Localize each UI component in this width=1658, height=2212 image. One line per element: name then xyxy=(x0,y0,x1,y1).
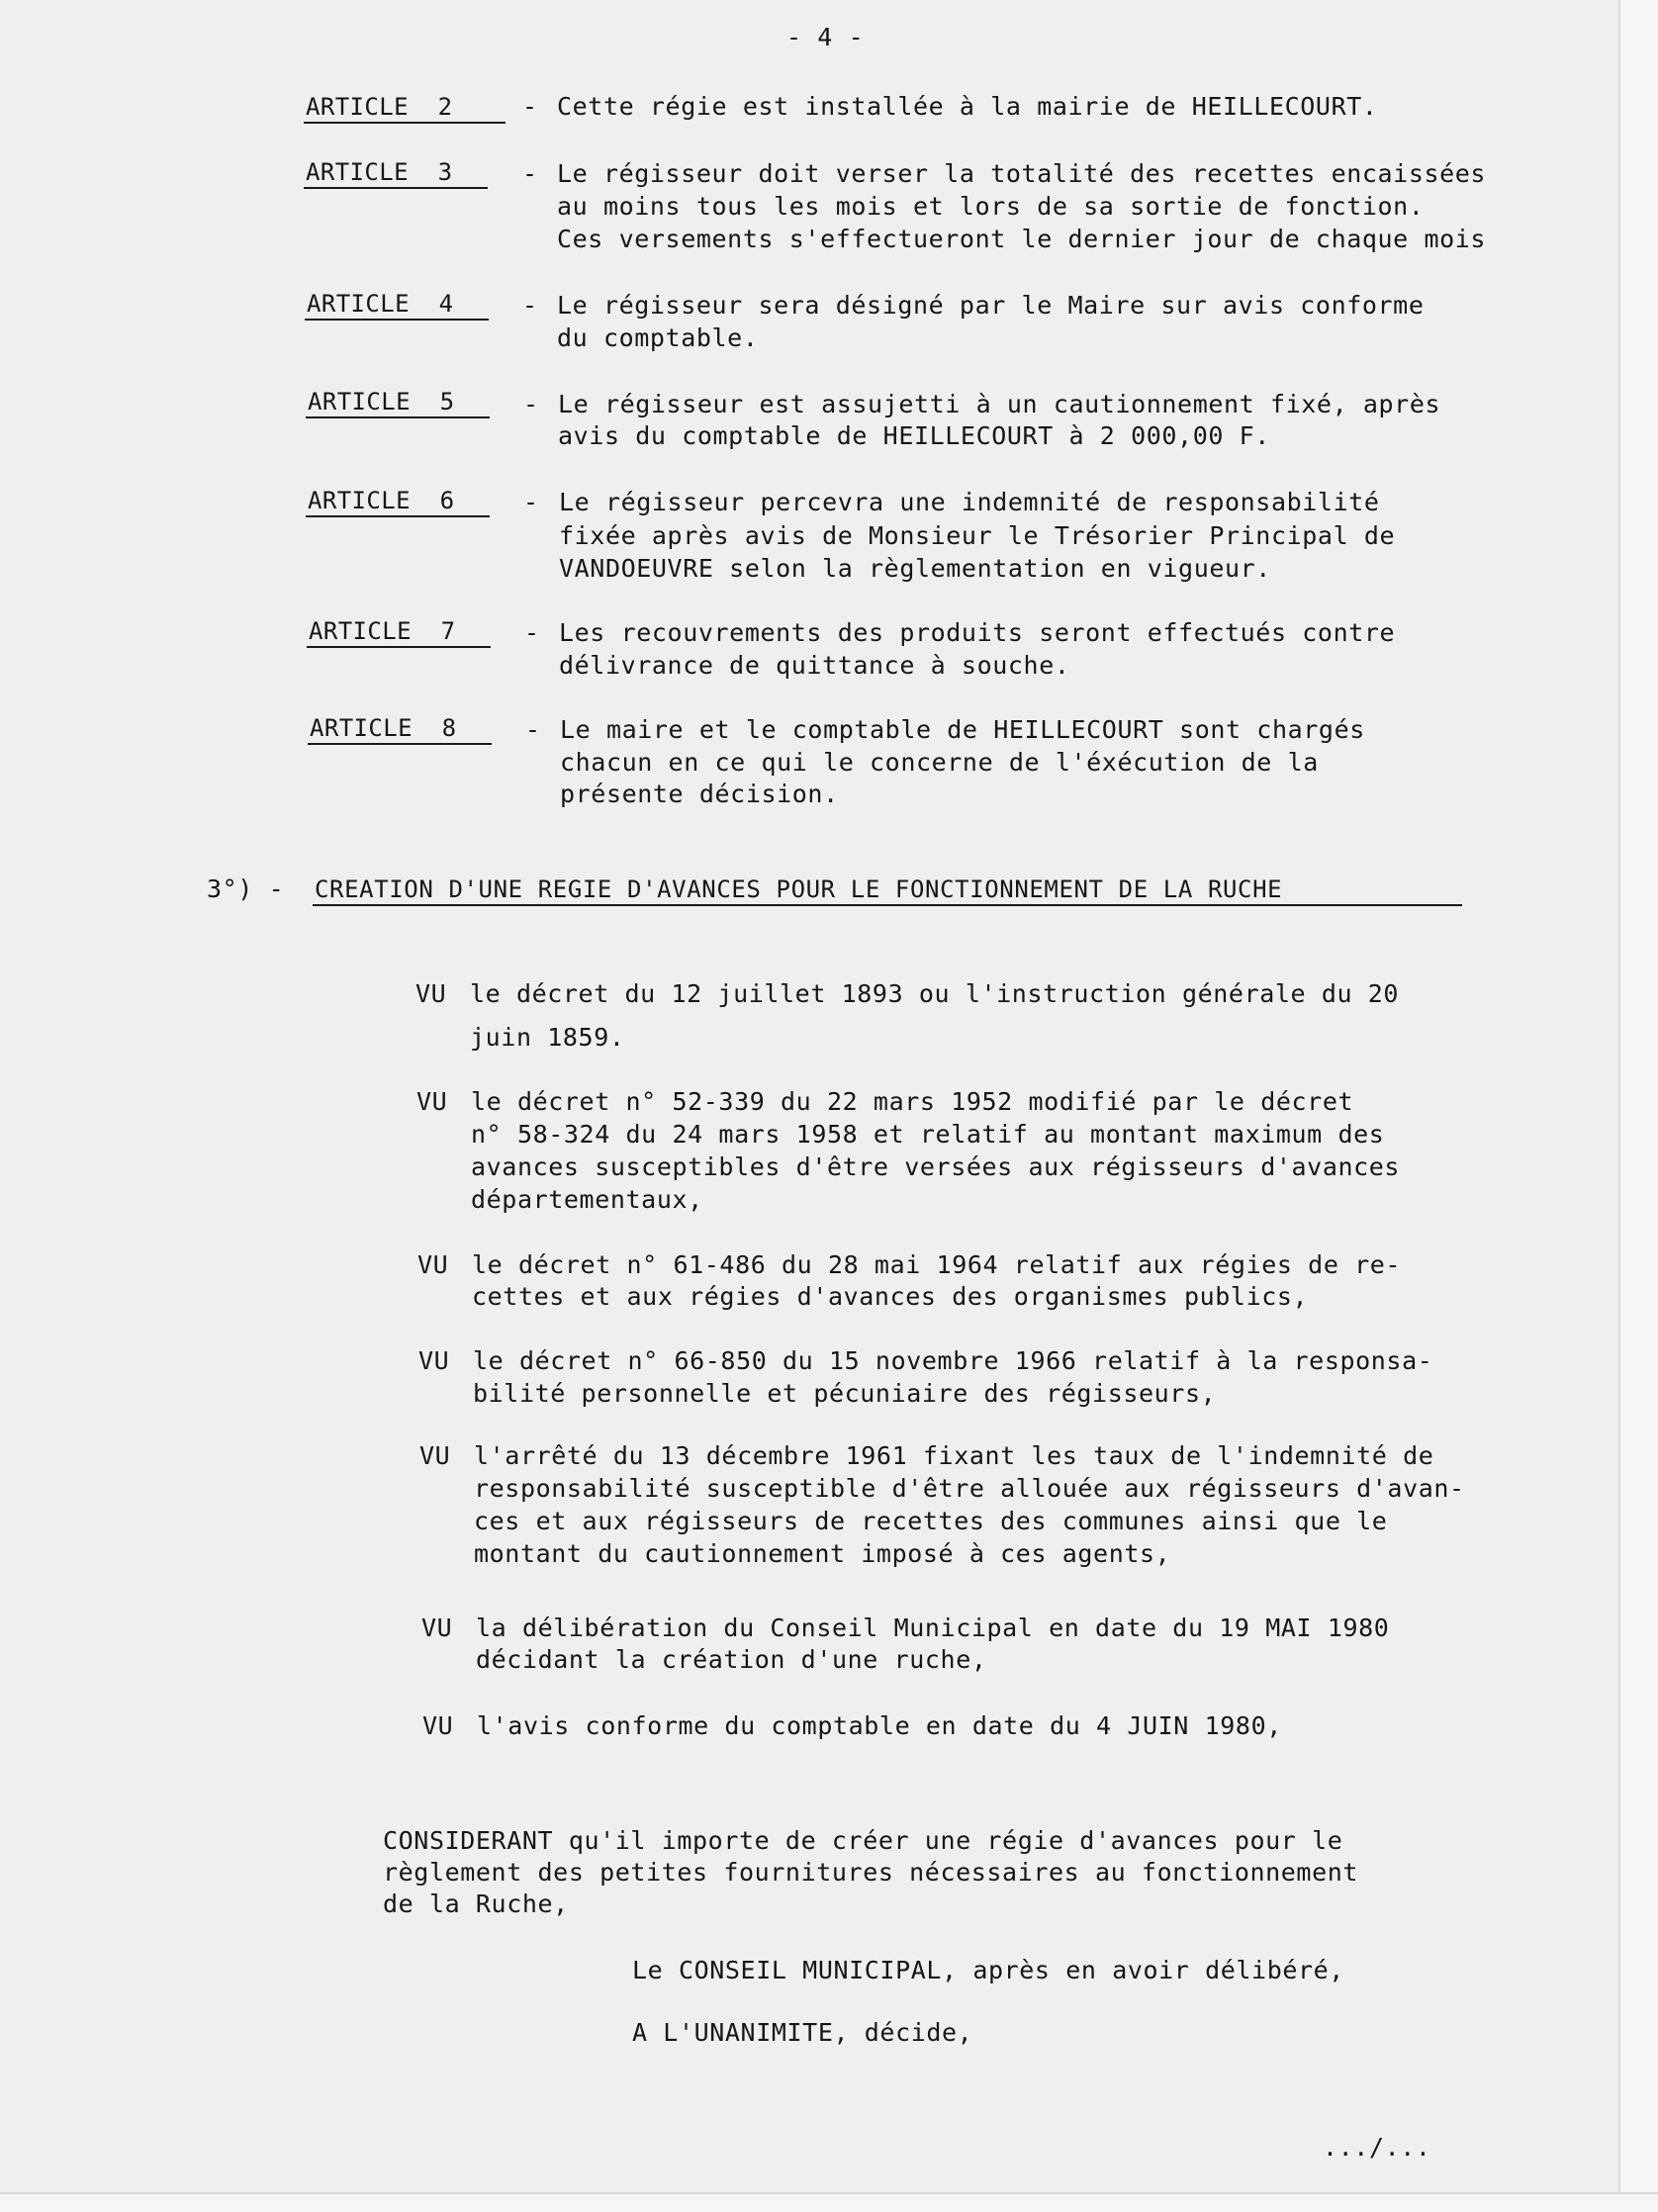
page-edge-right xyxy=(1618,0,1658,2210)
vu-text-line: responsabilité susceptible d'être allouée aux régisseurs d'avan- xyxy=(474,1474,1465,1503)
vu-prefix: VU xyxy=(418,1346,450,1375)
vu-text-line: le décret n° 61-486 du 28 mai 1964 relatif aux régies de re- xyxy=(472,1250,1402,1279)
vu-text-line: le décret du 12 juillet 1893 ou l'instruction générale du 20 xyxy=(470,979,1400,1008)
considerant-line: CONSIDERANT qu'il importe de créer une régie d'avances pour le xyxy=(383,1826,1343,1855)
vu-prefix: VU xyxy=(415,979,447,1008)
article-text-line: présente décision. xyxy=(560,780,839,808)
vu-prefix: VU xyxy=(417,1250,449,1279)
vu-text-line: le décret n° 66-850 du 15 novembre 1966 relatif à la responsa- xyxy=(473,1346,1433,1375)
article-text-line: Le régisseur doit verser la totalité des recettes encaissées xyxy=(557,159,1487,188)
vu-text-line: l'avis conforme du comptable en date du 4 JUIN 1980, xyxy=(477,1711,1282,1740)
article-label: ARTICLE 4 xyxy=(307,290,454,318)
article-label: ARTICLE 6 xyxy=(308,487,455,514)
vu-text-line: la délibération du Conseil Municipal en date du 19 MAI 1980 xyxy=(476,1613,1390,1642)
page-edge-bottom xyxy=(0,2192,1658,2212)
article-label-underline xyxy=(308,743,492,745)
vu-text-line: avances susceptibles d'être versées aux régisseurs d'avances xyxy=(471,1152,1401,1181)
vu-text-line: cettes et aux régies d'avances des organismes publics, xyxy=(472,1282,1309,1311)
vu-text-line: montant du cautionnement imposé à ces agents, xyxy=(474,1539,1171,1568)
article-label-underline xyxy=(306,515,490,517)
article-text-line: avis du comptable de HEILLECOURT à 2 000,00 F. xyxy=(558,421,1270,450)
unanimite-statement: A L'UNANIMITE, décide, xyxy=(632,2018,973,2047)
article-label: ARTICLE 5 xyxy=(308,388,455,415)
article-text-line: Le régisseur est assujetti à un cautionnement fixé, après xyxy=(558,390,1441,418)
vu-text-line: n° 58-324 du 24 mars 1958 et relatif au montant maximum des xyxy=(471,1120,1385,1149)
article-dash: - xyxy=(522,92,538,121)
article-label-underline xyxy=(306,416,490,418)
article-label: ARTICLE 8 xyxy=(310,714,457,742)
section-title-underline xyxy=(313,904,1462,906)
vu-text-line: ces et aux régisseurs de recettes des communes ainsi que le xyxy=(474,1507,1388,1535)
vu-prefix: VU xyxy=(416,1087,448,1116)
vu-text-line: le décret n° 52-339 du 22 mars 1952 modifié par le décret xyxy=(471,1087,1354,1116)
considerant-line: de la Ruche, xyxy=(383,1889,569,1918)
section-title: CREATION D'UNE REGIE D'AVANCES POUR LE FONCTIONNEMENT DE LA RUCHE xyxy=(315,876,1283,903)
vu-text-line: l'arrêté du 13 décembre 1961 fixant les taux de l'indemnité de xyxy=(474,1441,1434,1470)
article-dash: - xyxy=(525,715,541,744)
page-number: - 4 - xyxy=(786,23,865,51)
article-text-line: délivrance de quittance à souche. xyxy=(559,651,1070,680)
article-label-underline xyxy=(304,122,506,124)
article-dash: - xyxy=(522,291,538,320)
article-label: ARTICLE 7 xyxy=(309,617,456,645)
vu-prefix: VU xyxy=(419,1441,451,1470)
article-text-line: du comptable. xyxy=(557,323,759,352)
article-dash: - xyxy=(523,488,539,516)
article-text-line: fixée après avis de Monsieur le Trésorier Principal de xyxy=(559,521,1396,550)
vu-text-line: juin 1859. xyxy=(470,1023,625,1052)
article-label-underline xyxy=(305,319,489,321)
vu-text-line: décidant la création d'une ruche, xyxy=(476,1645,987,1674)
article-label-underline xyxy=(307,646,491,648)
article-label-underline xyxy=(304,187,488,189)
article-dash: - xyxy=(524,618,540,647)
section-number: 3°) - xyxy=(207,875,285,903)
vu-prefix: VU xyxy=(422,1711,454,1740)
continuation-mark: .../... xyxy=(1323,2133,1431,2162)
article-text-line: chacun en ce qui le concerne de l'éxécution de la xyxy=(560,748,1319,777)
vu-prefix: VU xyxy=(421,1613,453,1642)
article-text-line: Ces versements s'effectueront le dernier jour de chaque mois xyxy=(557,225,1487,253)
article-text-line: Le régisseur percevra une indemnité de responsabilité xyxy=(559,488,1380,516)
article-text-line: Le maire et le comptable de HEILLECOURT sont chargés xyxy=(560,715,1365,744)
article-text-line: au moins tous les mois et lors de sa sortie de fonction. xyxy=(557,192,1425,221)
article-label: ARTICLE 2 xyxy=(306,93,453,121)
article-text-line: VANDOEUVRE selon la règlementation en vigueur. xyxy=(559,554,1271,583)
article-label: ARTICLE 3 xyxy=(306,158,453,186)
article-text-line: Les recouvrements des produits seront effectués contre xyxy=(559,618,1396,647)
article-text-line: Cette régie est installée à la mairie de HEILLECOURT. xyxy=(557,92,1378,121)
vu-text-line: départementaux, xyxy=(471,1185,703,1214)
conseil-statement: Le CONSEIL MUNICIPAL, après en avoir délibéré, xyxy=(632,1956,1344,1984)
considerant-line: règlement des petites fournitures nécessaires au fonctionnement xyxy=(383,1858,1359,1887)
article-dash: - xyxy=(522,159,538,188)
vu-text-line: bilité personnelle et pécuniaire des régisseurs, xyxy=(473,1379,1217,1408)
article-dash: - xyxy=(523,390,539,418)
article-text-line: Le régisseur sera désigné par le Maire sur avis conforme xyxy=(557,291,1425,320)
